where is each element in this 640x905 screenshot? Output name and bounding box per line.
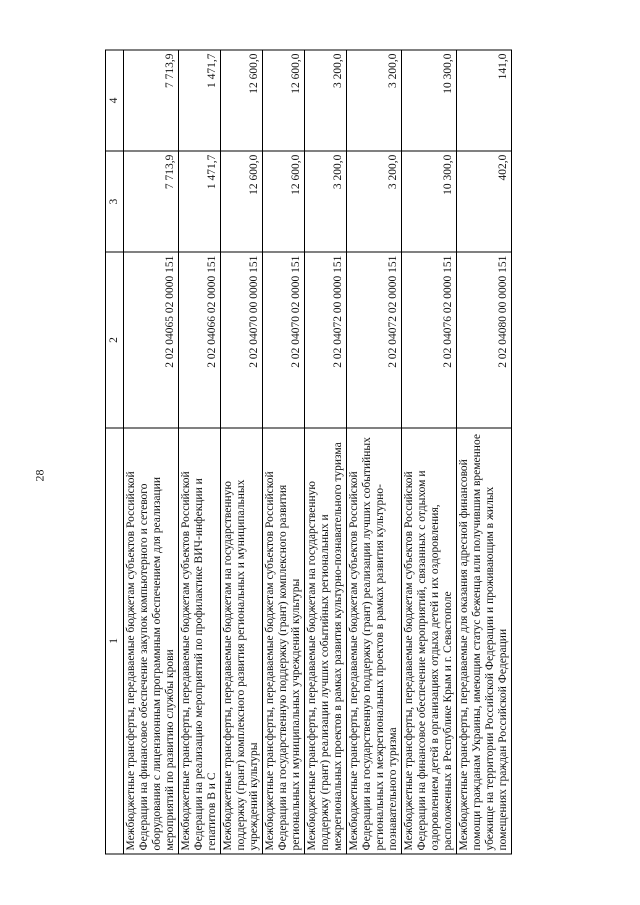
- row-value-col3-cell: 402,0: [457, 151, 512, 252]
- column-header: 2: [106, 252, 124, 428]
- row-name-cell: Межбюджетные трансферты, передаваемые бюджетам субъектов Российской Федерации на реализацию мероприятий по профилактике ВИЧ-инфекции и гепатитов В и С: [179, 428, 221, 854]
- table-row: [124, 50, 179, 854]
- row-name-cell: Межбюджетные трансферты, передаваемые бюджетам субъектов Российской Федерации на финансовое обеспечение закупок компьютерного и сетевого оборудования с лицензионным программным обеспечением для реализации мероприятий по развитию службы крови: [124, 428, 179, 854]
- row-name-cell: Межбюджетные трансферты, передаваемые бюджетам субъектов Российской Федерации на государственную поддержку (грант) реализации лучших событийных региональных и межрегиональных проектов в рамках развития культурно-познавательного туризма: [347, 428, 402, 854]
- rotated-page-content: [105, 50, 535, 855]
- row-value-col4-cell: 12 600,0: [221, 50, 263, 151]
- row-value-col3-cell: 10 300,0: [402, 151, 457, 252]
- table-row: [263, 50, 305, 854]
- row-code-cell: 2 02 04072 00 0000 151: [305, 252, 347, 428]
- row-value-col4-cell: 10 300,0: [402, 50, 457, 151]
- row-value-col4-cell: 7 713,9: [124, 50, 179, 151]
- header-row: [106, 50, 124, 854]
- row-name-cell: Межбюджетные трансферты, передаваемые для оказания адресной финансовой помощи гражданам Украины, имеющим статус беженца или получившим временное убежище на территории Российской Федерации и проживающим в жилых помещениях граждан Российской Федерации: [457, 428, 512, 854]
- table-row: [347, 50, 402, 854]
- row-value-col3-cell: 3 200,0: [305, 151, 347, 252]
- page-number: 28: [32, 469, 47, 482]
- row-code-cell: 2 02 04065 02 0000 151: [124, 252, 179, 428]
- row-value-col4-cell: 12 600,0: [263, 50, 305, 151]
- table-row: [402, 50, 457, 854]
- row-value-col3-cell: 3 200,0: [347, 151, 402, 252]
- row-code-cell: 2 02 04072 02 0000 151: [347, 252, 402, 428]
- table-row: [179, 50, 221, 854]
- row-code-cell: 2 02 04076 02 0000 151: [402, 252, 457, 428]
- table-row: [305, 50, 347, 854]
- column-header: 1: [106, 428, 124, 854]
- row-value-col3-cell: 7 713,9: [124, 151, 179, 252]
- row-code-cell: 2 02 04080 00 0000 151: [457, 252, 512, 428]
- row-name-cell: Межбюджетные трансферты, передаваемые бюджетам на государственную поддержку (грант) реализации лучших событийных региональных и межрегиональных проектов в рамках развития культурно-познавательного туризма: [305, 428, 347, 854]
- row-value-col4-cell: 141,0: [457, 50, 512, 151]
- row-value-col3-cell: 12 600,0: [221, 151, 263, 252]
- row-value-col4-cell: 3 200,0: [305, 50, 347, 151]
- row-value-col4-cell: 3 200,0: [347, 50, 402, 151]
- row-value-col4-cell: 1 471,7: [179, 50, 221, 151]
- table-row: [221, 50, 263, 854]
- row-name-cell: Межбюджетные трансферты, передаваемые бюджетам субъектов Российской Федерации на финансовое обеспечение мероприятий, связанных с отдыхом и оздоровлением детей в организациях отдыха детей и их оздоровления, расположенных в Республике Крым и г. Севастополе: [402, 428, 457, 854]
- row-name-cell: Межбюджетные трансферты, передаваемые бюджетам на государственную поддержку (грант) комплексного развития региональных и муниципальных учреждений культуры: [221, 428, 263, 854]
- row-value-col3-cell: 12 600,0: [263, 151, 305, 252]
- column-header: 4: [106, 50, 124, 151]
- table-row: [457, 50, 512, 854]
- row-value-col3-cell: 1 471,7: [179, 151, 221, 252]
- row-code-cell: 2 02 04070 00 0000 151: [221, 252, 263, 428]
- budget-table: [105, 50, 512, 855]
- column-header: 3: [106, 151, 124, 252]
- row-name-cell: Межбюджетные трансферты, передаваемые бюджетам субъектов Российской Федерации на государственную поддержку (грант) комплексного развития региональных и муниципальных учреждений культуры: [263, 428, 305, 854]
- row-code-cell: 2 02 04070 02 0000 151: [263, 252, 305, 428]
- row-code-cell: 2 02 04066 02 0000 151: [179, 252, 221, 428]
